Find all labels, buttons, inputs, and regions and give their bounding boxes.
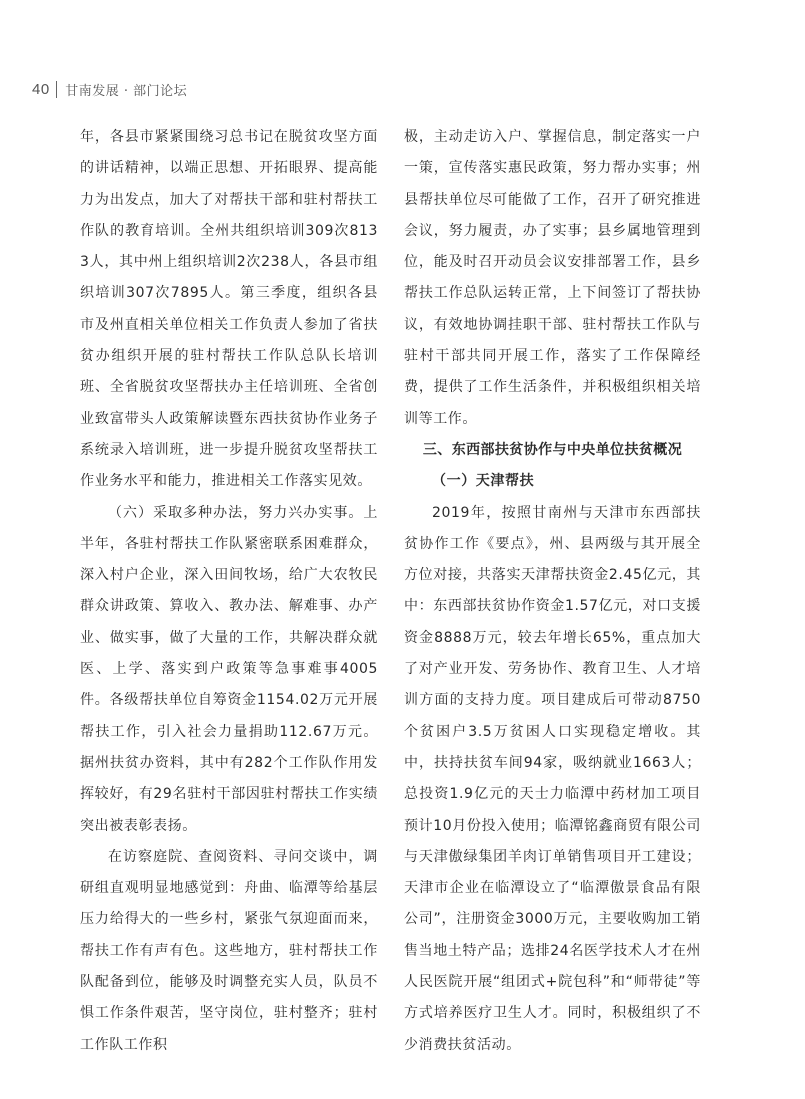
left-column bbox=[80, 122, 378, 1061]
section-heading: 三、东西部扶贫协作与中央单位扶贫概况 bbox=[422, 441, 683, 458]
journal-section-title: 甘南发展 · 部门论坛 bbox=[65, 83, 188, 99]
paragraph-field-research-continued: 极，主动走访入户、掌握信息，制定落实一户一策，宣传落实惠民政策，努力帮办实事；州县帮扶单位尽可能做了工作，召开了研究推进会议，努力履责，办了实事；县乡属地管理到位，能及时召开动员会议安排部署工作，县乡帮扶工作总队运转正常，上下间签订了帮扶协议，有效地协调挂职干部、驻村帮扶工作队与驻村干部共同开展工作，落实了工作保障经费，提供了工作生活条件，并积极组织相关培训等工作。 bbox=[404, 129, 701, 427]
running-header bbox=[32, 78, 187, 100]
paragraph-tianjin-assistance: 2019年，按照甘南州与天津市东西部扶贫协作工作《要点》，州、县两级与其开展全方位对接，共落实天津帮扶资金2.45亿元，其中：东西部扶贫协作资金1.57亿元，对口支援资金8888万元，较去年增长65%，重点加大了对产业开发、劳务协作、教育卫生、人才培训方面的支持力度。项目建成后可带动8750个贫困户3.5万贫困人口实现稳定增收。其中，扶持扶贫车间94家，吸纳就业1663人；总投资1.9亿元的天士力临潭中药材加工项目预计10月份投入使用；临潭铭鑫商贸有限公司与天津傲绿集团羊肉订单销售项目开工建设；天津市企业在临潭设立了“临潭傲景食品有限公司”，注册资金3000万元，主要收购加工销售当地土特产品；选排24名医学技术人才在州人民医院开展“组团式+院包科”和“师带徒”等方式培养医疗卫生人才。同时，积极组织了不少消费扶贫活动。 bbox=[404, 504, 701, 1053]
paragraph-training: 年，各县市紧紧围绕习总书记在脱贫攻坚方面的讲话精神，以端正思想、开拓眼界、提高能力为出发点，加大了对帮扶干部和驻村帮扶工作队的教育培训。全州共组织培训309次8133人，其中州上组织培训2次238人，各县市组织培训307次7895人。第三季度，组织各县市及州直相关单位相关工作负责人参加了省扶贫办组织开展的驻村帮扶工作队总队长培训班、全省脱贫攻坚帮扶办主任培训班、全省创业致富带头人政策解读暨东西扶贫协作业务子系统录入培训班，进一步提升脱贫攻坚帮扶工作业务水平和能力，推进相关工作落实见效。 bbox=[80, 129, 378, 490]
header-divider bbox=[56, 81, 58, 98]
paragraph-practical-work: （六）采取多种办法，努力兴办实事。上半年，各驻村帮扶工作队紧密联系困难群众，深入村户企业，深入田间牧场，给广大农牧民群众讲政策、算收入、教办法、解难事、办产业、做实事，做了大量的工作，共解决群众就医、上学、落实到户政策等急事难事4005件。各级帮扶单位自筹资金1154.02万元开展帮扶工作，引入社会力量捐助112.67万元。据州扶贫办资料，其中有282个工作队作用发挥较好，有29名驻村干部因驻村帮扶工作实绩突出被表彰表扬。 bbox=[80, 504, 378, 834]
subsection-heading: （一）天津帮扶 bbox=[432, 473, 535, 490]
right-column bbox=[404, 122, 701, 1061]
page-number: 40 bbox=[32, 80, 50, 98]
paragraph-field-research: 在访察庭院、查阅资料、寻问交谈中，调研组直观明显地感觉到：舟曲、临潭等给基层压力给得大的一些乡村，紧张气氛迎面而来，帮扶工作有声有色。这些地方，驻村帮扶工作队配备到位，能够及时调整充实人员，队员不惧工作条件艰苦，坚守岗位，驻村整齐；驻村工作队工作积 bbox=[80, 848, 378, 1053]
